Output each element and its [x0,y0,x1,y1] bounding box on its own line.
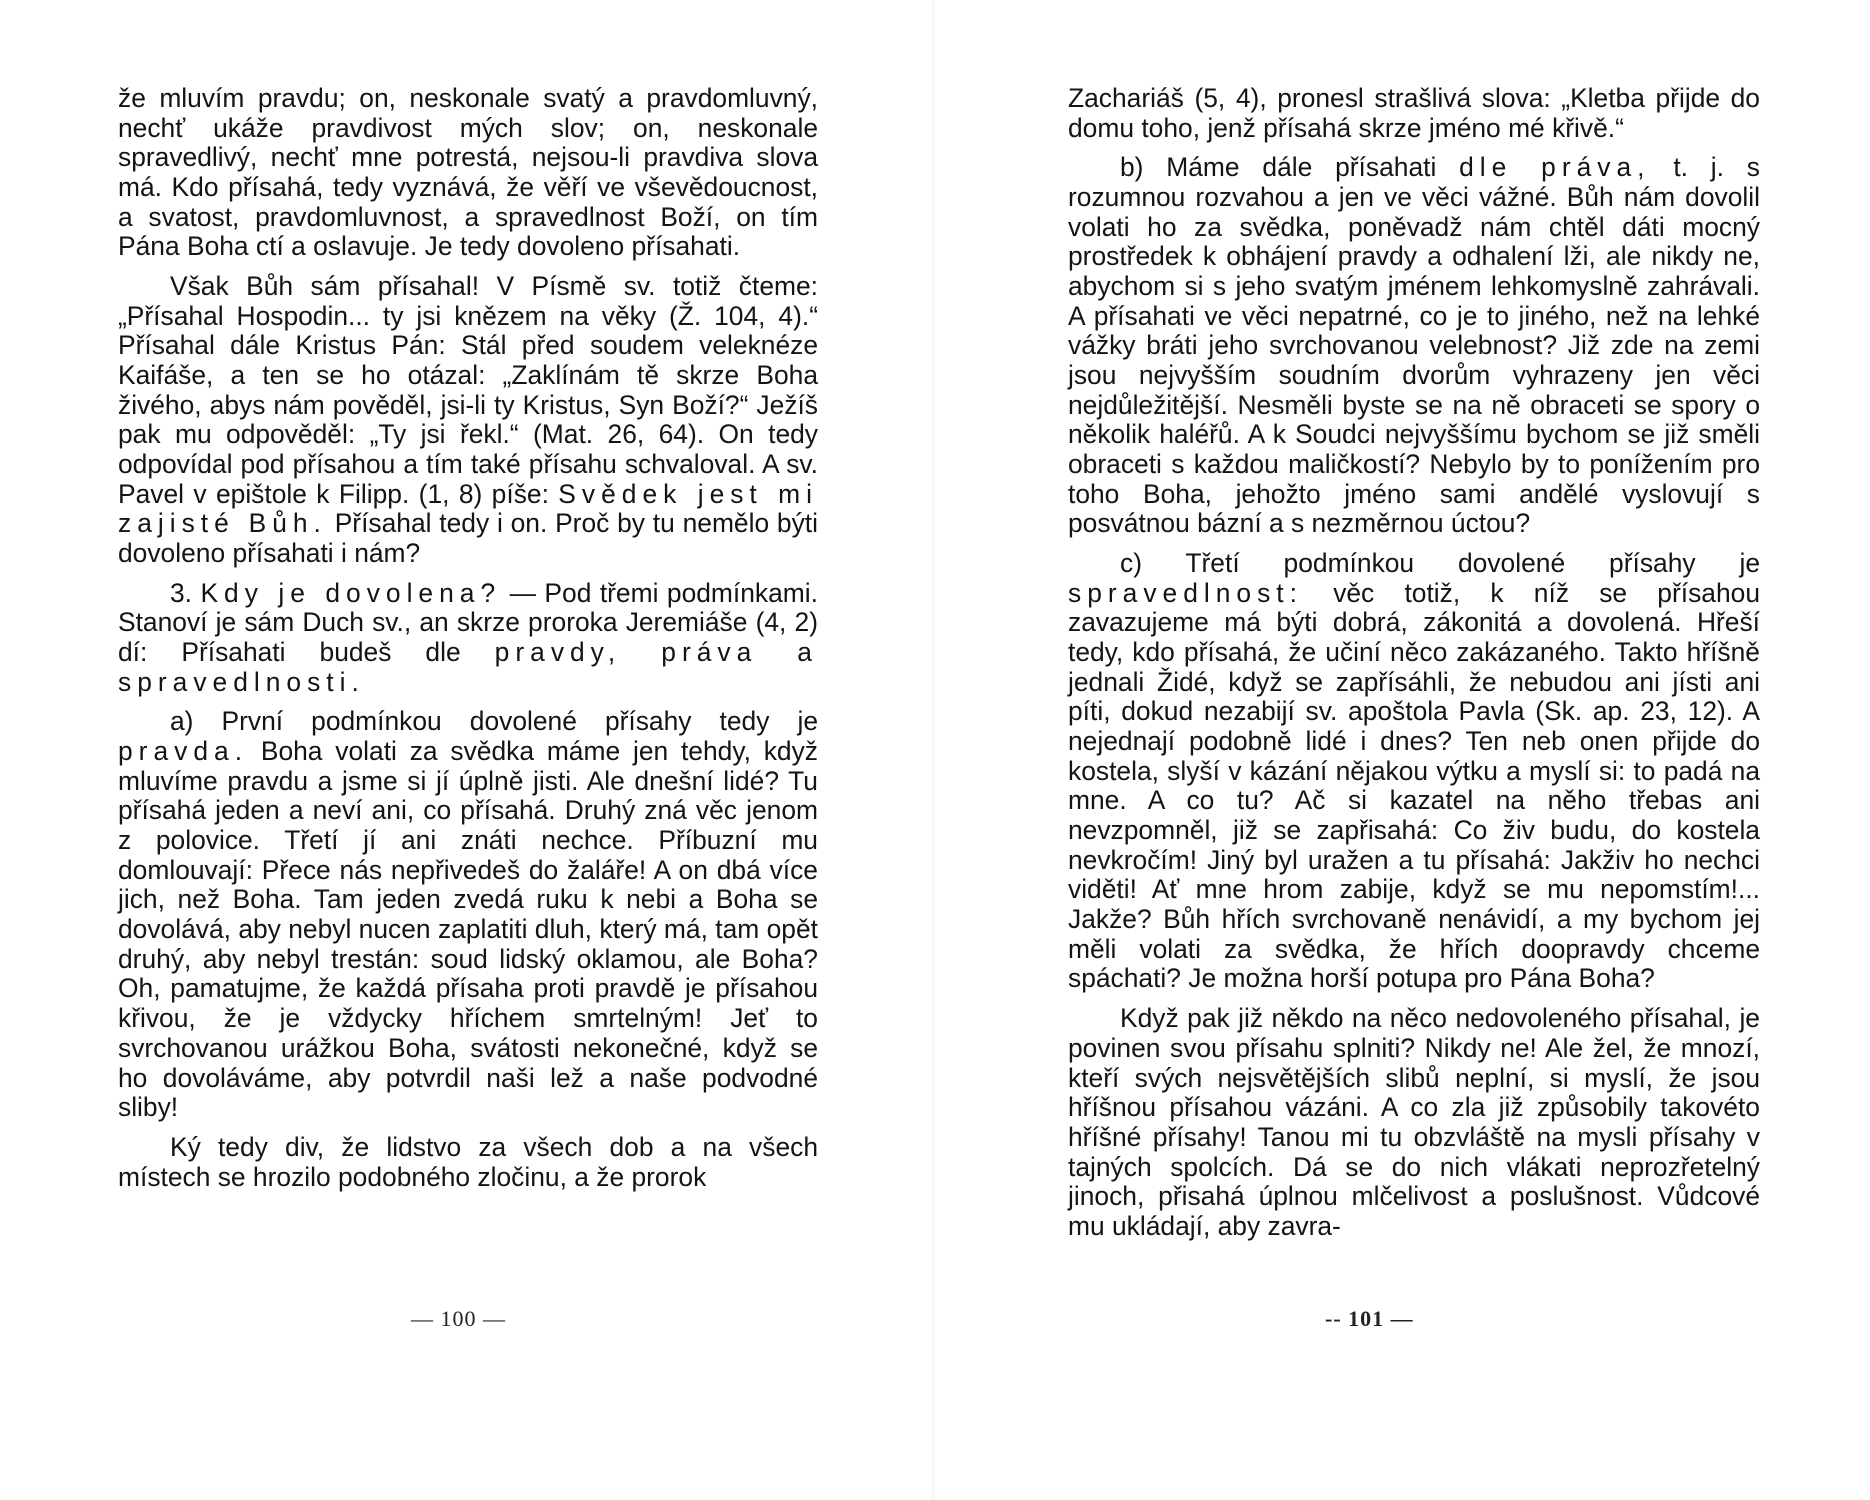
paragraph: 3. Kdy je dovolena? — Pod třemi podmínkami. Stanoví je sám Duch sv., an skrze proroka Jeremiáše (4, 2) dí: Přísahati budeš dle pravdy, práva a spravedlnosti. [118,577,818,697]
paragraph: Když pak již někdo na něco nedovoleného přísahal, je povinen svou přísahu splniti? Nikdy ne! Ale žel, že mnozí, kteří svých nejsvětějších slibů neplní, si myslí, že jsou hříšnou přísahou vázáni. A co zla již způsobily takovéto hříšné přísahy! Tanou mi tu obzvláště na mysli přísahy v tajných spolcích. Dá se do nich vlákati neprozřetelný jinoch, přisahá úplnou mlčelivost a poslušnost. Vůdcové mu ukládají, aby zavra- [1068,1003,1760,1241]
book-gutter [930,0,936,1500]
paragraph: Zachariáš (5, 4), pronesl strašlivá slova: „Kletba přijde do domu toho, jenž přísahá skrze jméno mé křivě.“ [1068,83,1760,143]
paragraph: Však Bůh sám přísahal! V Písmě sv. totiž čteme: „Přísahal Hospodin... ty jsi knězem na věky (Ž. 104, 4).“ Přísahal dále Kristus Pán: Stál před soudem veleknéze Kaifáše, a ten se ho otázal: „Zaklínám tě skrze Boha živého, abys nám pověděl, jsi-li ty Kristus, Syn Boží?“ Ježíš pak mu odpověděl: „Ty jsi řekl.“ (Mat. 26, 64). On tedy odpovídal pod přísahou a tím také přísahu schvaloval. A sv. Pavel v epištole k Filipp. (1, 8) píše: Svědek jest mi zajisté Bůh. Přísahal tedy i on. Proč by tu nemělo býti dovoleno přísahati i nám? [118,271,818,569]
left-page [118,84,818,1202]
right-page [1068,84,1760,1252]
spaced-emphasis: pravdy, práva a spravedlnosti. [118,637,818,697]
paragraph: a) První podmínkou dovolené přísahy tedy je pravda. Boha volati za svědka máme jen tehdy, když mluvíme pravdu a jsme si jí úplně jisti. Ale dnešní lidé? Tu přísahá jeden a neví ani, co přísahá. Druhý zná věc jenom z polovice. Třetí jí ani znáti nechce. Příbuzní mu domlouvají: Přece nás nepřivedeš do žaláře! A on dbá více jich, než Boha. Tam jeden zvedá ruku k nebi a Boha se dovolává, aby nebyl nucen zaplatiti dluh, který má, tam opět druhý, aby nebyl trestán: soud lidský oklamou, ale Boha? Oh, pamatujme, že každá přísaha proti pravdě je přísahou křivou, že je vždycky hříchem smrtelným! Jeť to svrchovanou urážkou Boha, svátosti nekonečné, když se ho dovoláváme, aby potvrdil naši lež a naše podvodné sliby! [118,706,818,1123]
spaced-emphasis: dle práva, [1459,152,1651,183]
spaced-quote: Svědek jest mi zajisté Bůh. [118,478,818,539]
paragraph: Ký tedy div, že lidstvo za všech dob a na všech místech se hrozilo podobného zločinu, a že prorok [118,1131,818,1192]
page-number: -- 101 — [1325,1306,1414,1331]
spaced-emphasis: spravedlnost: [1068,577,1303,608]
paragraph: c) Třetí podmínkou dovolené přísahy je spravedlnost: věc totiž, k níž se přísahou zavazujeme má býti dobrá, zákonitá a dovolená. Hřeší tedy, kdo přísahá, že učiní něco zakázaného. Takto hříšně jednali Židé, když se zapřísáhli, že nebudou ani jísti ani píti, dokud nezabijí sv. apoštola Pavla (Sk. ap. 23, 12). A nejednají podobně lidé i dnes? Ten neb onen přijde do kostela, slyší v kázání nějakou výtku a myslí si: to padá na mne. A co tu? Ač si kazatel na něho třebas ani nevzpomněl, již se zapřisahá: Co živ budu, do kostela nevkročím! Jiný byl uražen a tu přísahá: Jakživ ho nechci viděti! Ať mne hrom zabije, když se mu nepomstím!... Jakže? Bůh hřích svrchovaně nenávidí, a my bychom jej měli volati za svědka, že hřích doopravdy chceme spáchati? Je možna horší potupa pro Pána Boha? [1068,548,1760,994]
spaced-heading: Kdy je dovolena? [200,577,502,608]
paragraph: b) Máme dále přísahati dle práva, t. j. s rozumnou rozvahou a jen ve věci vážné. Bůh nám dovolil volati ho za svědka, poněvadž nám chtěl dáti mocný prostředek k obhájení pravdy a odhalení lži, ale nikdy ne, abychom si s jeho svatým jménem lehkomyslně zahrávali. A přísahati ve věci nepatrné, co je to jiného, než na lehké vážky bráti jeho svrchovanou velebnost? Již zde na zemi jsou nejvyšším soudním dvorům vyhrazeny jen věci nejdůležitější. Nesměli byste se na ně obraceti se spory o několik haléřů. A k Soudci nejvyššímu bychom se již směli obraceti s každou maličkostí? Nebylo by to ponížením pro toho Boha, jehožto jméno sami andělé vyslovují s posvátnou bázní a s nezměrnou úctou? [1068,152,1760,539]
page-number: — 100 — [411,1306,506,1331]
paragraph: že mluvím pravdu; on, neskonale svatý a pravdomluvný, nechť ukáže pravdivost mých slov; on, neskonale spravedlivý, nechť mne potrestá, nejsou-li pravdiva slova má. Kdo přísahá, tedy vyznává, že věří ve vševědoucnost, a svatost, pravdomluvnost, a spravedlnost Boží, on tím Pána Boha ctí a oslavuje. Je tedy dovoleno přísahati. [118,83,818,262]
spaced-emphasis: pravda. [118,736,249,767]
